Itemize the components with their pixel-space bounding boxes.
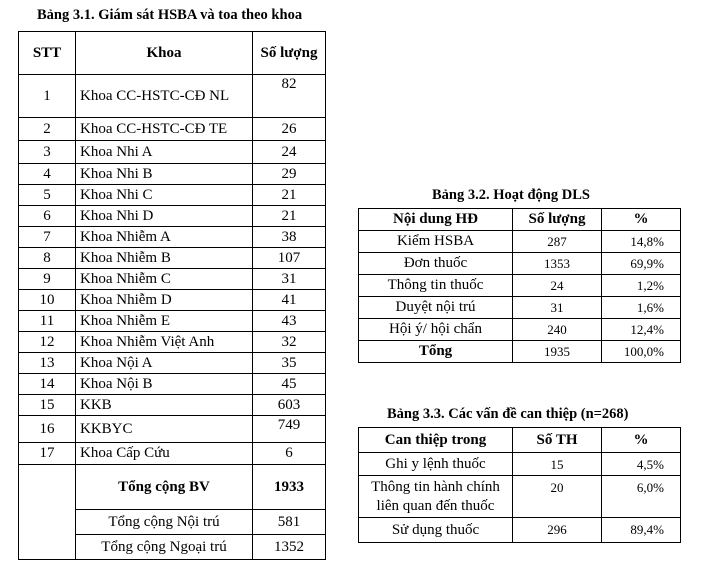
pct-cell: 1,6% [602, 297, 681, 319]
empty-cell [19, 465, 76, 510]
khoa-cell: Khoa CC-HSTC-CĐ NL [76, 75, 253, 118]
khoa-cell: Khoa Nhiễm A [76, 227, 253, 248]
stt-cell: 3 [19, 141, 76, 164]
so-luong-cell: 45 [253, 374, 326, 395]
noi-dung-cell: Thông tin thuốc [359, 275, 513, 297]
khoa-cell: Khoa Nhi A [76, 141, 253, 164]
total-value-cell: 1933 [253, 465, 326, 510]
stt-cell: 17 [19, 443, 76, 465]
table-can-thiep [358, 427, 681, 543]
table-row [19, 75, 326, 118]
total-label-cell: Tổng cộng Nội trú [76, 510, 253, 535]
so-luong-cell: 603 [253, 395, 326, 416]
table-row [19, 164, 326, 185]
khoa-cell: Khoa Nhiễm C [76, 269, 253, 290]
stt-cell: 16 [19, 416, 76, 443]
so-luong-cell: 32 [253, 332, 326, 353]
so-luong-cell: 21 [253, 185, 326, 206]
total-value-cell: 1352 [253, 535, 326, 560]
so-luong-cell: 35 [253, 353, 326, 374]
so-th-cell: 20 [513, 476, 602, 518]
total-row [19, 510, 326, 535]
so-luong-cell: 24 [513, 275, 602, 297]
table3-caption: Bảng 3.3. Các vấn đề can thiệp (n=268) [387, 406, 629, 422]
so-luong-cell: 29 [253, 164, 326, 185]
table-row [359, 341, 681, 363]
pct-cell: 6,0% [602, 476, 681, 518]
stt-cell: 12 [19, 332, 76, 353]
total-row [19, 535, 326, 560]
total-label-cell: Tổng cộng BV [76, 465, 253, 510]
table-row [19, 395, 326, 416]
noi-dung-cell: Kiểm HSBA [359, 231, 513, 253]
so-luong-cell: 287 [513, 231, 602, 253]
header-can-thiep: Can thiệp trong [359, 428, 513, 453]
can-thiep-cell: Sử dụng thuốc [359, 518, 513, 543]
noi-dung-cell: Tổng [359, 341, 513, 363]
so-luong-cell: 240 [513, 319, 602, 341]
table-row [359, 476, 681, 518]
table-row [19, 290, 326, 311]
table-header-row [359, 209, 681, 231]
pct-cell: 69,9% [602, 253, 681, 275]
header-so-luong: Số lượng [253, 32, 326, 75]
stt-cell: 2 [19, 118, 76, 141]
stt-cell: 4 [19, 164, 76, 185]
khoa-cell: Khoa Nhi D [76, 206, 253, 227]
so-luong-cell: 1935 [513, 341, 602, 363]
stt-cell: 15 [19, 395, 76, 416]
stt-cell: 7 [19, 227, 76, 248]
khoa-cell: Khoa CC-HSTC-CĐ TE [76, 118, 253, 141]
empty-cell [19, 535, 76, 560]
table-row [19, 118, 326, 141]
header-stt: STT [19, 32, 76, 75]
khoa-cell: Khoa Nhiễm Việt Anh [76, 332, 253, 353]
so-luong-cell: 21 [253, 206, 326, 227]
pct-cell: 4,5% [602, 453, 681, 476]
table-row [359, 297, 681, 319]
pct-cell: 1,2% [602, 275, 681, 297]
khoa-cell: KKBYC [76, 416, 253, 443]
khoa-cell: Khoa Nhiễm E [76, 311, 253, 332]
so-luong-cell: 43 [253, 311, 326, 332]
table-row [19, 185, 326, 206]
stt-cell: 14 [19, 374, 76, 395]
table-row [19, 269, 326, 290]
table-row [19, 416, 326, 443]
so-luong-cell: 38 [253, 227, 326, 248]
so-luong-cell: 82 [253, 75, 326, 118]
stt-cell: 9 [19, 269, 76, 290]
so-th-cell: 296 [513, 518, 602, 543]
khoa-cell: Khoa Nội A [76, 353, 253, 374]
stt-cell: 11 [19, 311, 76, 332]
stt-cell: 13 [19, 353, 76, 374]
noi-dung-cell: Hội ý/ hội chẩn [359, 319, 513, 341]
khoa-cell: Khoa Nhi B [76, 164, 253, 185]
table-row [359, 275, 681, 297]
table-row [359, 231, 681, 253]
so-luong-cell: 107 [253, 248, 326, 269]
khoa-cell: Khoa Cấp Cứu [76, 443, 253, 465]
header-so-th: Số TH [513, 428, 602, 453]
pct-cell: 100,0% [602, 341, 681, 363]
table-row [359, 518, 681, 543]
khoa-cell: KKB [76, 395, 253, 416]
table-row [19, 248, 326, 269]
table-header-row [359, 428, 681, 453]
table-row [19, 206, 326, 227]
so-luong-cell: 31 [253, 269, 326, 290]
table-hoat-dong-dls [358, 208, 681, 363]
table-row [19, 443, 326, 465]
stt-cell: 5 [19, 185, 76, 206]
total-value-cell: 581 [253, 510, 326, 535]
stt-cell: 8 [19, 248, 76, 269]
empty-cell [19, 510, 76, 535]
table-row [19, 332, 326, 353]
so-luong-cell: 24 [253, 141, 326, 164]
so-luong-cell: 1353 [513, 253, 602, 275]
so-luong-cell: 41 [253, 290, 326, 311]
so-th-cell: 15 [513, 453, 602, 476]
table-header-row [19, 32, 326, 75]
khoa-cell: Khoa Nhi C [76, 185, 253, 206]
table-row [19, 227, 326, 248]
table-row [359, 253, 681, 275]
table-row [19, 311, 326, 332]
table-khoa [18, 31, 326, 560]
khoa-cell: Khoa Nhiễm D [76, 290, 253, 311]
table-row [359, 453, 681, 476]
so-luong-cell: 31 [513, 297, 602, 319]
so-luong-cell: 6 [253, 443, 326, 465]
table-row [19, 374, 326, 395]
header-khoa: Khoa [76, 32, 253, 75]
stt-cell: 1 [19, 75, 76, 118]
table-row [359, 319, 681, 341]
header-noi-dung: Nội dung HĐ [359, 209, 513, 231]
header-pct: % [602, 428, 681, 453]
stt-cell: 6 [19, 206, 76, 227]
so-luong-cell: 749 [253, 416, 326, 443]
table1-caption: Bảng 3.1. Giám sát HSBA và toa theo khoa [37, 7, 303, 23]
table2-caption: Bảng 3.2. Hoạt động DLS [432, 187, 590, 203]
table-row [19, 353, 326, 374]
table-row [19, 141, 326, 164]
can-thiep-cell: Thông tin hành chính liên quan đến thuốc [359, 476, 513, 518]
noi-dung-cell: Đơn thuốc [359, 253, 513, 275]
header-so-luong: Số lượng [513, 209, 602, 231]
total-row [19, 465, 326, 510]
khoa-cell: Khoa Nội B [76, 374, 253, 395]
so-luong-cell: 26 [253, 118, 326, 141]
total-label-cell: Tổng cộng Ngoại trú [76, 535, 253, 560]
pct-cell: 12,4% [602, 319, 681, 341]
can-thiep-cell: Ghi y lệnh thuốc [359, 453, 513, 476]
pct-cell: 14,8% [602, 231, 681, 253]
khoa-cell: Khoa Nhiễm B [76, 248, 253, 269]
header-pct: % [602, 209, 681, 231]
pct-cell: 89,4% [602, 518, 681, 543]
stt-cell: 10 [19, 290, 76, 311]
noi-dung-cell: Duyệt nội trú [359, 297, 513, 319]
